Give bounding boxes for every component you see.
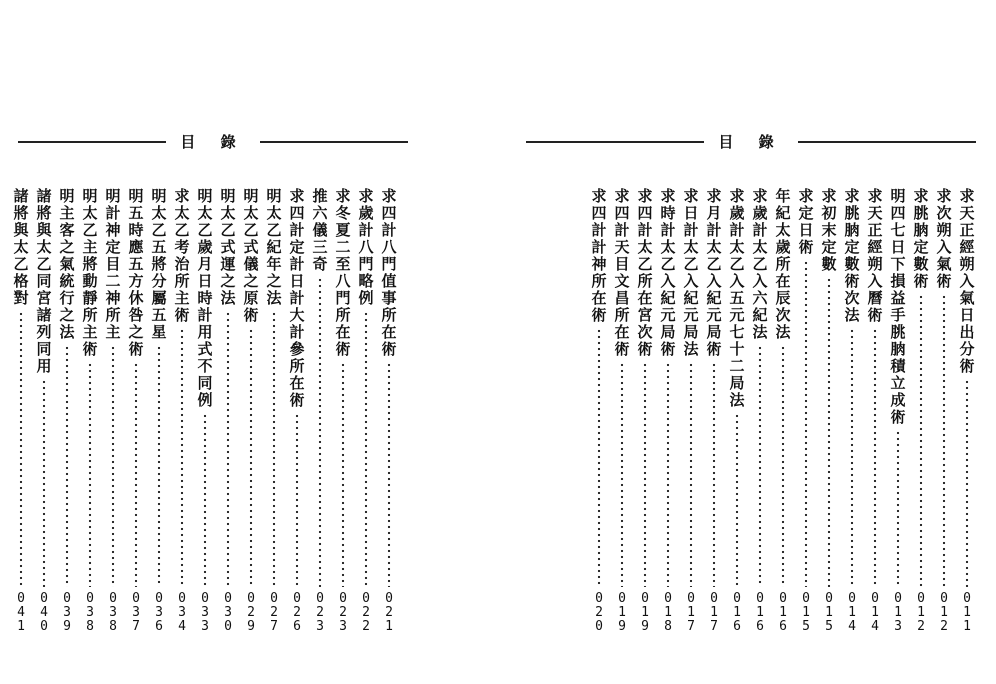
right-toc-list [528,188,978,633]
toc-entry-page-number: 019 [614,591,630,633]
toc-entry[interactable] [101,188,124,633]
dot-leader [712,362,716,587]
dot-leader [364,311,368,587]
dot-leader [758,345,762,587]
toc-entry[interactable] [748,188,771,633]
toc-entry-page-number: 027 [266,591,282,633]
dot-leader [781,345,785,587]
toc-entry-title: 明太乙紀年之法 [264,188,283,307]
right-page-header [526,133,976,151]
dot-leader [735,413,739,587]
toc-entry-title: 年紀太歲所在辰次法 [773,188,792,341]
dot-leader [942,294,946,587]
toc-entry[interactable] [193,188,216,633]
toc-entry-page-number: 012 [936,591,952,633]
toc-entry[interactable] [78,188,101,633]
toc-entry[interactable] [239,188,262,633]
toc-entry-title: 求四計太乙所在宮次術 [635,188,654,358]
toc-entry-page-number: 022 [358,591,374,633]
toc-entry[interactable] [354,188,377,633]
toc-entry-title: 求四計定計日計大計參所在術 [287,188,306,409]
toc-entry-page-number: 013 [890,591,906,633]
dot-leader [597,328,601,587]
dot-leader [341,362,345,587]
toc-entry-title: 求四計計神所在術 [589,188,608,324]
dot-leader [804,260,808,587]
toc-entry[interactable] [932,188,955,633]
toc-entry-title: 推六儀三奇 [310,188,329,273]
toc-entry-page-number: 015 [821,591,837,633]
toc-entry-page-number: 034 [174,591,190,633]
toc-entry[interactable] [285,188,308,633]
toc-entry-page-number: 019 [637,591,653,633]
toc-entry-title: 求四計天目文昌所在術 [612,188,631,358]
header-rule-right [798,141,976,143]
dot-leader [689,362,693,587]
toc-entry-page-number: 017 [706,591,722,633]
toc-entry-title: 求朓朒定數術 [911,188,930,290]
toc-entry-page-number: 014 [844,591,860,633]
toc-entry[interactable] [55,188,78,633]
toc-entry[interactable] [725,188,748,633]
toc-entry[interactable] [377,188,400,633]
toc-entry[interactable] [147,188,170,633]
toc-entry-page-number: 021 [381,591,397,633]
toc-entry-title: 明太乙主將動靜所主術 [80,188,99,358]
toc-entry[interactable] [656,188,679,633]
toc-entry-page-number: 038 [105,591,121,633]
toc-entry[interactable] [840,188,863,633]
dot-leader [873,328,877,587]
toc-entry-title: 求日計太乙入紀元局法 [681,188,700,358]
toc-entry[interactable] [817,188,840,633]
toc-entry-page-number: 041 [13,591,29,633]
toc-entry[interactable] [909,188,932,633]
toc-entry-title: 求朓朒定數術次法 [842,188,861,324]
toc-entry-title: 求次朔入氣術 [934,188,953,290]
toc-entry-page-number: 018 [660,591,676,633]
toc-entry[interactable] [771,188,794,633]
dot-leader [666,362,670,587]
dot-leader [42,379,46,587]
toc-entry-title: 求歲計太乙入五元七十二局法 [727,188,746,409]
toc-entry-title: 明太乙式儀之原術 [241,188,260,324]
toc-entry-title: 求歲計太乙入六紀法 [750,188,769,341]
toc-entry-title: 求冬夏二至八門所在術 [333,188,352,358]
toc-entry[interactable] [124,188,147,633]
toc-entry-title: 求四計八門值事所在術 [379,188,398,358]
toc-entry-page-number: 016 [729,591,745,633]
toc-entry-page-number: 015 [798,591,814,633]
toc-entry-page-number: 026 [289,591,305,633]
toc-entry-title: 明太乙五將分屬五星 [149,188,168,341]
header-rule-left [526,141,704,143]
dot-leader [65,345,69,587]
toc-entry[interactable] [32,188,55,633]
toc-entry-page-number: 040 [36,591,52,633]
toc-entry-page-number: 011 [959,591,975,633]
toc-entry-title: 求歲計八門略例 [356,188,375,307]
toc-entry[interactable] [702,188,725,633]
toc-entry[interactable] [794,188,817,633]
header-rule-left [18,141,166,143]
toc-entry-title: 求初末定數 [819,188,838,273]
toc-entry-page-number: 020 [591,591,607,633]
dot-leader [965,379,969,587]
dot-leader [387,362,391,587]
toc-entry[interactable] [863,188,886,633]
dot-leader [249,328,253,587]
dot-leader [19,311,23,587]
toc-entry-page-number: 017 [683,591,699,633]
toc-entry-page-number: 016 [752,591,768,633]
dot-leader [827,277,831,587]
header-rule-right [260,141,408,143]
left-page-header [18,133,408,151]
dot-leader [620,362,624,587]
dot-leader [226,311,230,587]
toc-entry[interactable] [610,188,633,633]
toc-entry[interactable] [633,188,656,633]
toc-entry[interactable] [331,188,354,633]
toc-entry-page-number: 029 [243,591,259,633]
toc-entry-title: 求天正經朔入曆術 [865,188,884,324]
dot-leader [111,345,115,587]
dot-leader [180,328,184,587]
toc-entry-title: 明計神定目二神所主 [103,188,122,341]
toc-entry[interactable] [308,188,331,633]
dot-leader [272,311,276,587]
dot-leader [134,362,138,587]
toc-entry-page-number: 039 [59,591,75,633]
right-header-title: 目 錄 [718,133,784,151]
toc-entry[interactable] [587,188,610,633]
toc-entry-title: 求時計太乙入紀元局術 [658,188,677,358]
toc-entry-title: 求天正經朔入氣日出分術 [957,188,976,375]
dot-leader [896,430,900,587]
left-toc-list [10,188,400,633]
dot-leader [643,362,647,587]
toc-entry-title: 明主客之氣統行之法 [57,188,76,341]
toc-entry-title: 求月計太乙入紀元局術 [704,188,723,358]
toc-entry-page-number: 036 [151,591,167,633]
toc-entry-page-number: 023 [312,591,328,633]
toc-entry-title: 諸將與太乙同宮諸列同用 [34,188,53,375]
toc-entry[interactable] [262,188,285,633]
toc-entry-title: 求太乙考治所主術 [172,188,191,324]
toc-entry[interactable] [216,188,239,633]
toc-entry[interactable] [955,188,978,633]
dot-leader [203,413,207,587]
toc-entry-title: 明四七日下損益手朓朒積立成術 [888,188,907,426]
toc-entry[interactable] [679,188,702,633]
toc-entry[interactable] [170,188,193,633]
toc-entry-page-number: 012 [913,591,929,633]
right-page [498,0,996,684]
left-header-title: 目 錄 [180,133,246,151]
dot-leader [318,277,322,587]
toc-entry-title: 諸將與太乙格對 [11,188,30,307]
toc-entry-page-number: 033 [197,591,213,633]
toc-entry-title: 明五時應五方休咎之術 [126,188,145,358]
toc-entry[interactable] [9,188,32,633]
toc-entry-page-number: 023 [335,591,351,633]
toc-entry-page-number: 016 [775,591,791,633]
toc-entry-page-number: 037 [128,591,144,633]
toc-entry-title: 明太乙歲月日時計用式不同例 [195,188,214,409]
dot-leader [157,345,161,587]
toc-entry-page-number: 030 [220,591,236,633]
dot-leader [919,294,923,587]
dot-leader [88,362,92,587]
dot-leader [295,413,299,587]
toc-entry-page-number: 038 [82,591,98,633]
toc-entry[interactable] [886,188,909,633]
dot-leader [850,328,854,587]
toc-entry-title: 明太乙式運之法 [218,188,237,307]
toc-entry-page-number: 014 [867,591,883,633]
toc-entry-title: 求定日術 [796,188,815,256]
